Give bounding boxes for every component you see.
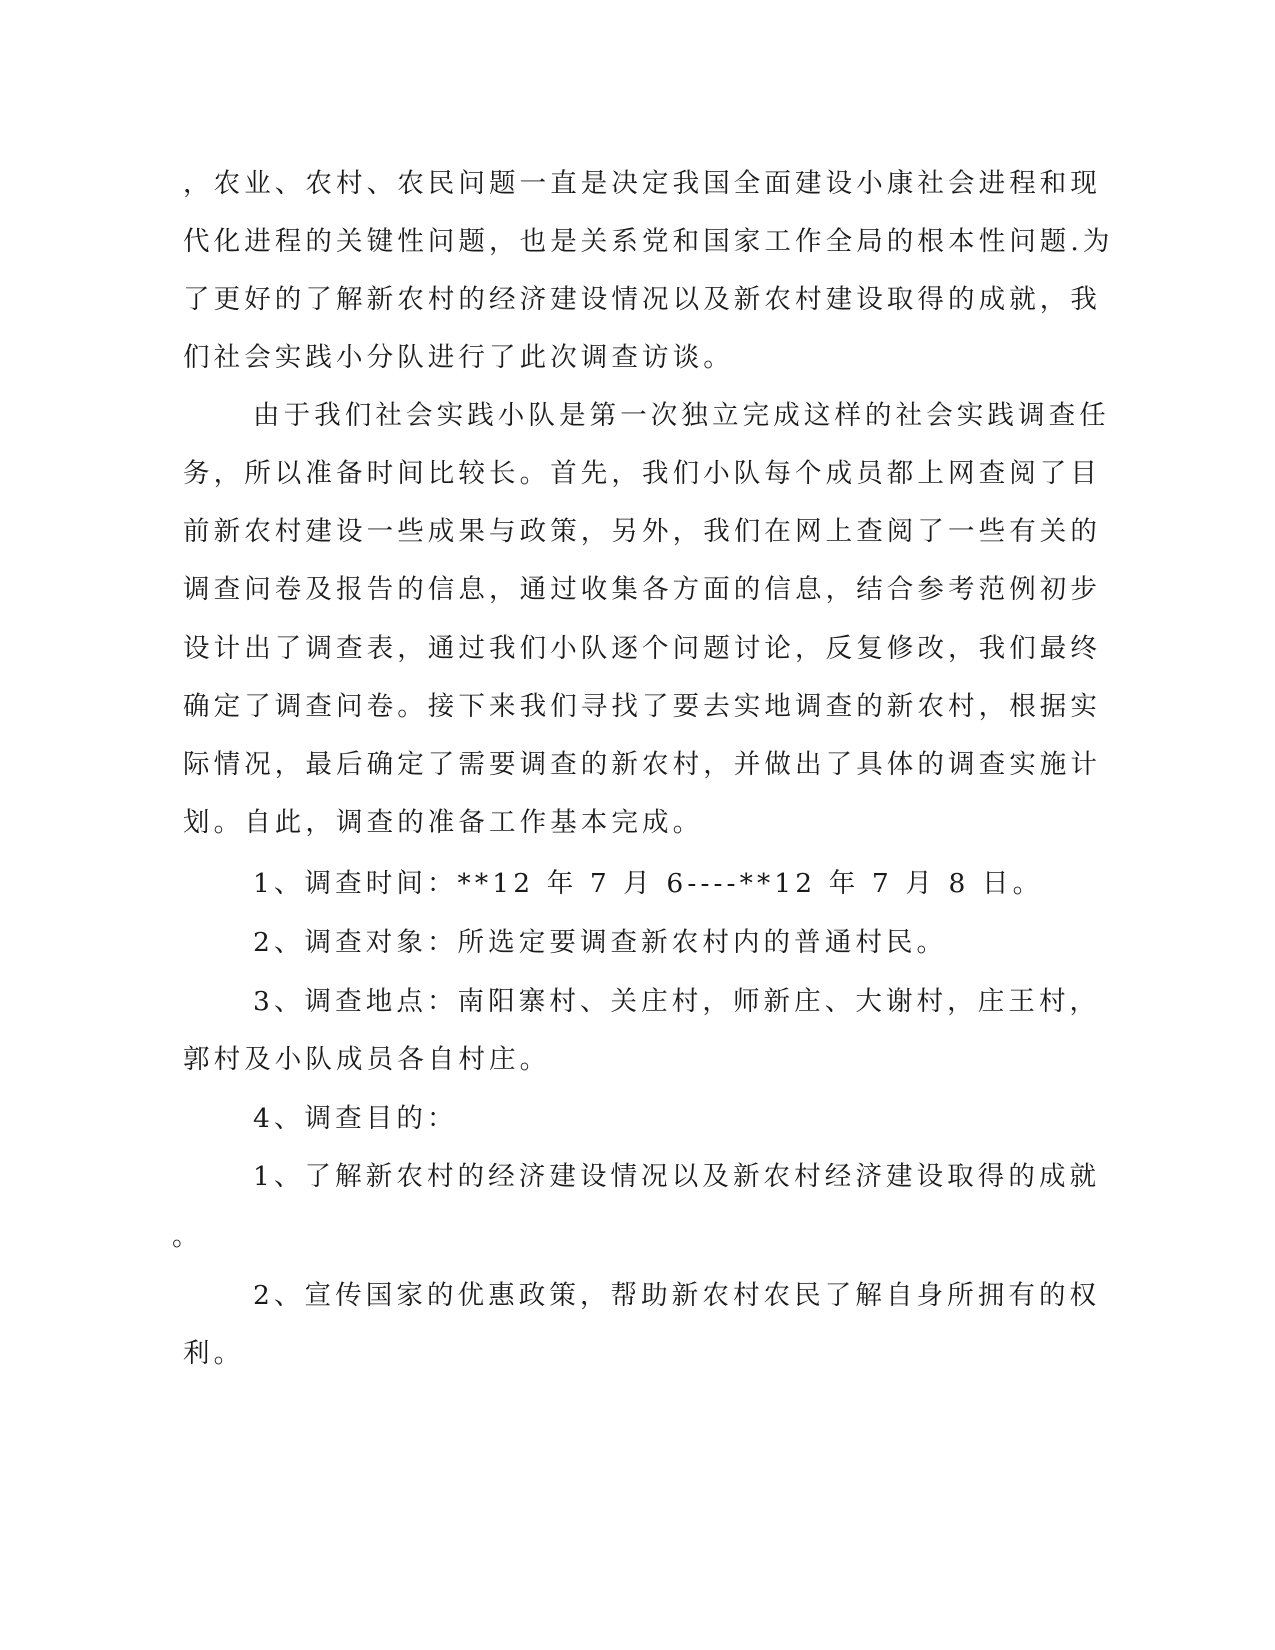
list-item-survey-purpose: 4、调查目的：	[253, 1103, 458, 1134]
list-item-survey-locations: 3、调查地点：南阳寨村、关庄村，师新庄、大谢村，庄王村，	[253, 986, 1101, 1017]
text-line: 了更好的了解新农村的经济建设情况以及新农村建设取得的成就，我	[183, 284, 1101, 315]
text-line: 际情况，最后确定了需要调查的新农村，并做出了具体的调查实施计	[183, 749, 1101, 780]
text-line: 确定了调查问卷。接下来我们寻找了要去实地调查的新农村，根据实	[183, 691, 1101, 722]
text-line: 前新农村建设一些成果与政策，另外，我们在网上查阅了一些有关的	[183, 516, 1101, 547]
text-line: 代化进程的关键性问题，也是关系党和国家工作全局的根本性问题.为	[183, 226, 1114, 257]
purpose-item-1: 1、了解新农村的经济建设情况以及新农村经济建设取得的成就	[253, 1161, 1101, 1192]
text-line: 务，所以准备时间比较长。首先，我们小队每个成员都上网查阅了目	[183, 458, 1101, 489]
text-line: ，农业、农村、农民问题一直是决定我国全面建设小康社会进程和现	[183, 168, 1101, 199]
purpose-item-2: 2、宣传国家的优惠政策，帮助新农村农民了解自身所拥有的权	[253, 1280, 1101, 1311]
text-line: 划。自此，调查的准备工作基本完成。	[183, 807, 704, 838]
text-line: 郭村及小队成员各自村庄。	[183, 1044, 551, 1075]
text-line: 。	[172, 1221, 203, 1252]
text-line: 们社会实践小分队进行了此次调查访谈。	[183, 342, 734, 373]
text-line: 调查问卷及报告的信息，通过收集各方面的信息，结合参考范例初步	[183, 574, 1101, 605]
text-line: 利。	[183, 1338, 245, 1369]
list-item-survey-subjects: 2、调查对象：所选定要调查新农村内的普通村民。	[253, 927, 948, 958]
list-item-survey-time: 1、调查时间：**12 年 7 月 6----**12 年 7 月 8 日。	[253, 868, 1044, 899]
paragraph-first-line: 由于我们社会实践小队是第一次独立完成这样的社会实践调查任	[253, 400, 1110, 431]
text-line: 设计出了调查表，通过我们小队逐个问题讨论，反复修改，我们最终	[183, 633, 1101, 664]
